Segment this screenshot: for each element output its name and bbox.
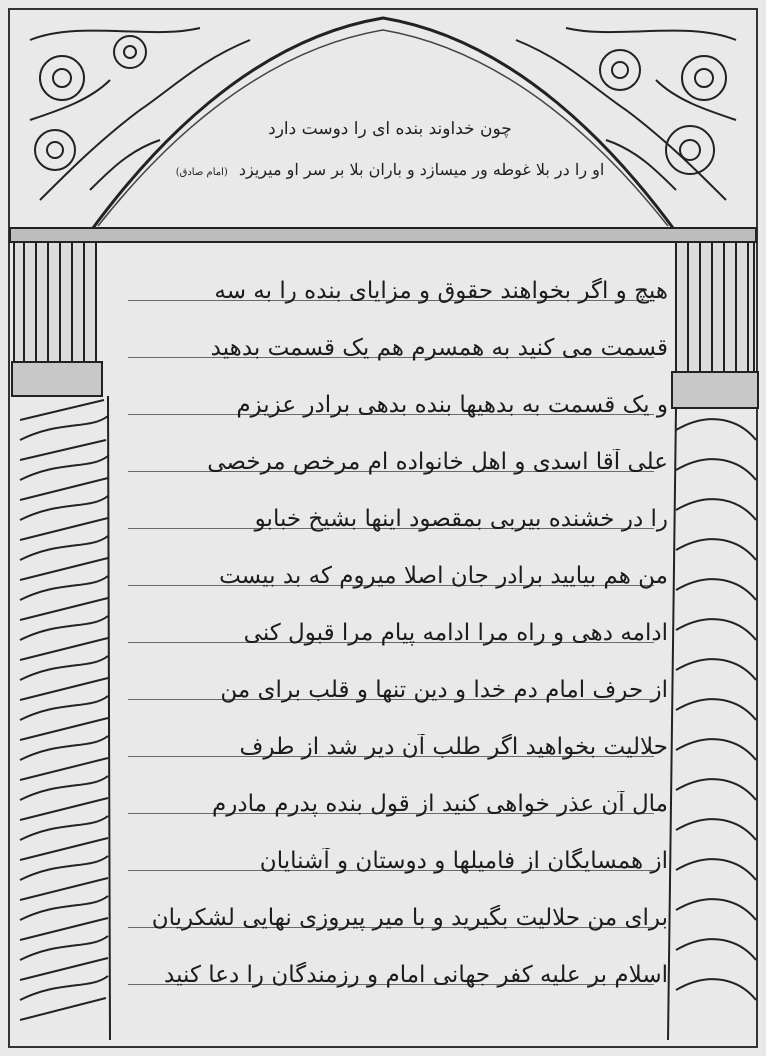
right-column (668, 242, 758, 1040)
letter-line: برای من حلالیت بگیرید و با میر پیروزی نهایی لشکریان (151, 905, 668, 931)
letter-line: و یک قسمت به بدهیها بنده بدهی برادر عزیزم (236, 392, 668, 418)
letter-line: را در خشنده بیربی بمقصود اینها بشیخ خبابو (254, 506, 668, 532)
left-column (12, 242, 110, 1040)
letter-line: ادامه دهی و راه مرا ادامه پیام مرا قبول کنی (243, 620, 668, 646)
letter-line: حلالیت بخواهید اگر طلب آن دیر شد از طرف (239, 734, 668, 760)
letter-line: مال آن عذر خواهی کنید از قول بنده پدرم مادرم (211, 791, 668, 817)
letter-line: از حرف امام دم خدا و دین تنها و قلب برای من (220, 677, 668, 703)
header-attribution: (امام صادق) (175, 167, 228, 178)
letter-line: من هم بیایید برادر جان اصلا میروم که بد بیست (219, 563, 668, 589)
letter-line: هیچ و اگر بخواهند حقوق و مزایای بنده را به سه (214, 278, 668, 304)
header-verse-line-2 (170, 160, 610, 181)
letter-line: از همسایگان از فامیلها و دوستان و آشنایان (259, 848, 668, 874)
letter-line: اسلام بر علیه کفر جهانی امام و رزمندگان را دعا کنید (164, 962, 668, 988)
header-verse-line-1: چون خداوند بنده ای را دوست دارد (268, 119, 512, 139)
letter-line: قسمت می کنید به همسرم هم یک قسمت بدهید (210, 335, 668, 361)
letter-line: علی آقا اسدی و اهل خانواده ام مرخص مرخصی (207, 449, 668, 475)
header-verse-line-2-text: او را در بلا غوطه ور میسازد و باران بلا بر سر او میریزد (238, 160, 605, 179)
